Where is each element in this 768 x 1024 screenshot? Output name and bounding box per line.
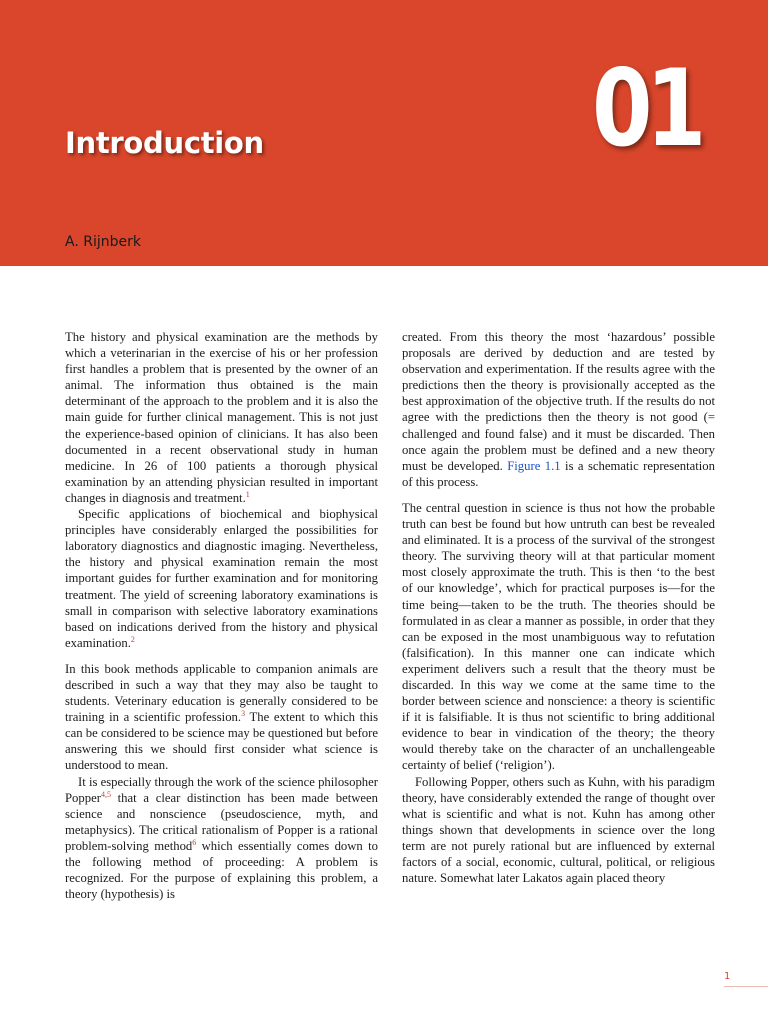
reference-superscript[interactable]: 3 [241,709,246,719]
chapter-title: Introduction [65,126,264,160]
paragraph-text: is a schematic representation of this process. [402,458,715,489]
chapter-author: A. Rijnberk [65,234,141,250]
paragraph-text: Following Popper, others such as Kuhn, with his paradigm theory, have considerably extended the range of thought over what is scientific and what is not. Kuhn has among other things shown that developments in science over the long term are not purely rational but are influenced by external factors of a social, economic, cultural, political, or religious nature. Somewhat later Lakatos again placed theory [402,774,715,886]
paragraph-text: created. From this theory the most ‘hazardous’ possible proposals are derived by deduction and are tested by observation and experimentation. If the results agree with the predictions then the theory is provisionally accepted as the best approximation of the objective truth. If the results do not agree with the predictions then the theory is not good (= challenged and found false) and it must be discarded. Then once again the problem must be defined and a new theory must be developed. [402,330,715,473]
paragraph-biochemical [65,506,378,651]
chapter-number: 01 [592,47,700,170]
paragraph-text: that a clear distinction has been made between science and nonscience (pseudoscience, myth, and metaphysics). The critical rationalism of Popper is a rational problem-solving method [65,790,378,853]
paragraph-history [65,329,378,506]
reference-superscript[interactable]: 1 [245,489,250,499]
paragraph-text: which essentially comes down to the following method of proceeding: A problem is recognized. For the purpose of explaining this problem, a theory (hypothesis) is [65,838,378,902]
paragraph-text: The central question in science is thus not how the probable truth can best be found but how untruth can best be revealed and eliminated. It is a process of the survival of the strongest theory. The surviving theory will at that particular moment most closely approximate the truth. This is then ‘to the best of our knowledge’, which for practical purposes is—for the time being—taken to be the truth. The theories should be formulated in as clear a manner as possible, in order that they can be exposed in the most unambiguous way to refutation (falsification). In this manner one can indicate which experiment delivers such a result that the theory must be discarded. In this way we come at the same time to the border between science and nonscience: a theory is scientific if it is falsifiable. It is thus not scientific to bring additional evidence to bear in vindication of the theory; the theory would thereby take on the character of an unchallengeable certainty of belief (‘religion’). [402,500,715,773]
right-column [402,329,715,886]
paragraph-text: The extent to which this can be considered to be science may be questioned but before answering this we should first consider what science is understood to mean. [65,710,379,773]
chapter-header-band [0,0,768,266]
paragraph-text: In this book methods applicable to companion animals are described in such a way that they may also be taught to students. Veterinary education is generally considered to be training in a scientific profession. [65,661,378,725]
paragraph-central-question [402,500,715,774]
paragraph-kuhn [402,774,715,887]
paragraph-text: Specific applications of biochemical and biophysical principles have considerably enlarged the possibilities for laboratory diagnostics and diagnostic imaging. Nevertheless, the history and physical examination remain the most important guides for further examination and for monitoring treatment. The yield of screening laboratory examinations is small in comparison with selective laboratory examinations based on indications derived from the history and physical examination. [65,507,378,650]
left-column [65,329,378,902]
reference-superscript[interactable]: 2 [130,634,135,644]
paragraph-popper [65,774,378,903]
paragraph-text: It is especially through the work of the science philosopher Popper [65,774,378,805]
reference-superscript[interactable]: 4,5 [100,789,111,799]
paragraph-theory-testing [402,329,715,490]
paragraph-book-methods [65,661,378,774]
paragraph-text: The history and physical examination are the methods by which a veterinarian in the exercise of his or her profession first handles a problem that is presented by the owner of an animal. The information thus obtained is the main determinant of the approach to the problem and it is also the main guide for further clinical management. This is not just the experience-based opinion of clinicians. It has also been documented in a recent observational study in human medicine. In 26 of 100 patients a thorough physical examination by an attending physician resulted in important changes in diagnosis and treatment. [65,330,378,505]
page-number-rule [724,986,768,987]
figure-link[interactable]: Figure 1.1 [507,458,561,473]
reference-superscript[interactable]: 6 [192,837,197,847]
page-number: 1 [724,971,731,982]
